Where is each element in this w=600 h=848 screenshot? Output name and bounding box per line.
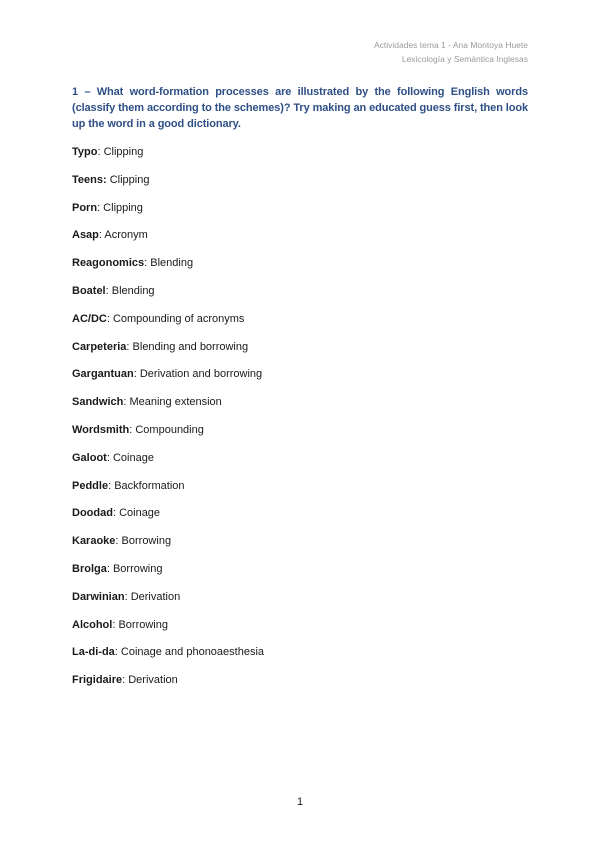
entry-word: AC/DC: [72, 312, 107, 325]
entry-word: Porn: [72, 201, 98, 214]
list-item: [72, 395, 528, 423]
entry-word: Galoot: [72, 451, 107, 464]
entry-answer: : Coinage: [112, 507, 161, 520]
header-author-line: Actividades tema 1 - Ana Montoya Huete: [373, 40, 528, 50]
entry-answer: : Blending: [105, 284, 155, 297]
entry-word: Alcohol: [72, 618, 113, 631]
list-item: [72, 145, 528, 173]
entry-answer: : Compounding: [129, 423, 204, 436]
entry-answer: : Coinage: [106, 451, 154, 464]
entry-word: Frigidaire: [72, 674, 123, 687]
list-item: [72, 506, 528, 534]
entry-word: Darwinian: [72, 590, 125, 603]
entry-word: Boatel: [72, 284, 106, 297]
page-header: [374, 38, 528, 66]
list-item: [72, 423, 528, 451]
entry-word: Wordsmith: [72, 423, 130, 436]
list-item: [72, 618, 528, 646]
entry-answer: : Compounding of acronyms: [106, 312, 245, 325]
list-item: [72, 645, 528, 673]
entry-word: La-di-da: [72, 646, 115, 659]
entry-answer: : Clipping: [97, 146, 144, 158]
list-item: [72, 367, 528, 395]
entry-answer: : Backformation: [108, 479, 185, 492]
list-item: [72, 673, 528, 701]
entry-word: Gargantuan: [72, 368, 134, 381]
entry-answer: : Borrowing: [112, 618, 168, 631]
entry-answer: : Derivation and borrowing: [133, 368, 263, 381]
entry-word: Brolga: [72, 562, 107, 575]
list-item: [72, 451, 528, 479]
entry-word: Typo: [72, 146, 98, 158]
answer-list: [72, 145, 528, 701]
entry-answer: : Blending and borrowing: [126, 340, 249, 353]
entry-answer: Clipping: [106, 173, 150, 186]
entry-word: Carpeteria: [72, 340, 127, 353]
list-item: [72, 201, 528, 229]
header-course-line: Lexicología y Semántica Inglesas: [401, 54, 528, 64]
entry-answer: : Coinage and phonoaesthesia: [114, 646, 265, 659]
page-number: 1: [296, 796, 304, 808]
entry-word: Karaoke: [72, 535, 116, 548]
entry-word: Doodad: [72, 507, 113, 520]
entry-word: Sandwich: [72, 396, 124, 409]
entry-answer: : Derivation: [122, 674, 178, 687]
list-item: [72, 590, 528, 618]
question-heading: 1 – What word-formation processes are illustrated by the following English words (classify them according to the schemes)? Try making an educated guess first, then look up the word in a good dictionary.: [72, 86, 528, 130]
list-item: [72, 479, 528, 507]
entry-answer: : Derivation: [124, 590, 181, 603]
entry-answer: : Clipping: [97, 201, 143, 214]
list-item: [72, 534, 528, 562]
list-item: [72, 562, 528, 590]
list-item: [72, 312, 528, 340]
list-item: [72, 228, 528, 256]
list-item: [72, 284, 528, 312]
entry-answer: : Borrowing: [115, 535, 172, 548]
list-item: [72, 256, 528, 284]
list-item: [72, 340, 528, 368]
entry-answer: : Blending: [144, 257, 194, 270]
entry-answer: : Acronym: [98, 229, 148, 242]
entry-answer: : Borrowing: [106, 562, 163, 575]
entry-word: Peddle: [72, 479, 109, 492]
entry-word: Teens:: [72, 173, 107, 186]
entry-answer: : Meaning extension: [123, 396, 222, 409]
entry-word: Asap: [72, 229, 99, 242]
entry-word: Reagonomics: [72, 257, 145, 270]
list-item: [72, 173, 528, 201]
